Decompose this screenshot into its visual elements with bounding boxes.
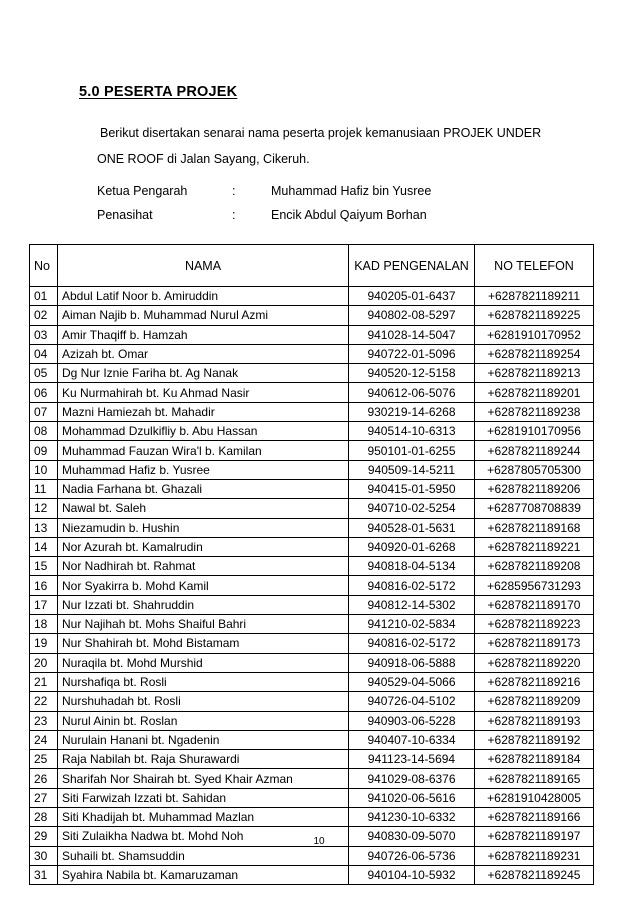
cell-no: 15 <box>30 557 58 576</box>
cell-kad: 940520-12-5158 <box>349 364 475 383</box>
table-row <box>30 730 594 749</box>
table-row <box>30 576 594 595</box>
cell-tel: +6287821189193 <box>475 711 594 730</box>
table-row <box>30 634 594 653</box>
table-row <box>30 557 594 576</box>
cell-kad: 941029-08-6376 <box>349 769 475 788</box>
cell-no: 26 <box>30 769 58 788</box>
cell-nama: Nur Izzati bt. Shahruddin <box>58 595 349 614</box>
cell-no: 10 <box>30 460 58 479</box>
intro-line-1: Berikut disertakan senarai nama peserta projek kemanusiaan PROJEK UNDER <box>100 126 542 140</box>
cell-tel: +6287805705300 <box>475 460 594 479</box>
table-row <box>30 344 594 363</box>
cell-nama: Nadia Farhana bt. Ghazali <box>58 479 349 498</box>
cell-no: 20 <box>30 653 58 672</box>
cell-tel: +6287821189197 <box>475 827 594 846</box>
cell-kad: 941123-14-5694 <box>349 750 475 769</box>
cell-nama: Nawal bt. Saleh <box>58 499 349 518</box>
cell-nama: Raja Nabilah bt. Raja Shurawardi <box>58 750 349 769</box>
cell-kad: 950101-01-6255 <box>349 441 475 460</box>
role-value: Encik Abdul Qaiyum Borhan <box>271 208 427 222</box>
cell-tel: +6287821189245 <box>475 865 594 884</box>
header-nama: NAMA <box>58 245 349 287</box>
cell-no: 23 <box>30 711 58 730</box>
cell-nama: Mohammad Dzulkifliy b. Abu Hassan <box>58 422 349 441</box>
cell-tel: +6281910170956 <box>475 422 594 441</box>
cell-tel: +6285956731293 <box>475 576 594 595</box>
cell-tel: +6281910428005 <box>475 788 594 807</box>
table-row <box>30 364 594 383</box>
cell-no: 14 <box>30 537 58 556</box>
cell-nama: Nurshuhadah bt. Rosli <box>58 692 349 711</box>
cell-nama: Niezamudin b. Hushin <box>58 518 349 537</box>
cell-nama: Siti Zulaikha Nadwa bt. Mohd Noh <box>58 827 349 846</box>
table-row <box>30 306 594 325</box>
cell-kad: 940920-01-6268 <box>349 537 475 556</box>
cell-tel: +6287821189168 <box>475 518 594 537</box>
cell-no: 09 <box>30 441 58 460</box>
cell-kad: 941230-10-6332 <box>349 808 475 827</box>
cell-nama: Suhaili bt. Shamsuddin <box>58 846 349 865</box>
cell-tel: +6287821189254 <box>475 344 594 363</box>
cell-kad: 940816-02-5172 <box>349 576 475 595</box>
intro-paragraph <box>97 120 577 172</box>
cell-no: 05 <box>30 364 58 383</box>
cell-tel: +6287821189166 <box>475 808 594 827</box>
cell-kad: 941028-14-5047 <box>349 325 475 344</box>
table-row <box>30 595 594 614</box>
cell-nama: Amir Thaqiff b. Hamzah <box>58 325 349 344</box>
cell-tel: +6287708708839 <box>475 499 594 518</box>
role-value: Muhammad Hafiz bin Yusree <box>271 184 432 198</box>
cell-tel: +6287821189221 <box>475 537 594 556</box>
cell-nama: Nuraqila bt. Mohd Murshid <box>58 653 349 672</box>
cell-kad: 940903-06-5228 <box>349 711 475 730</box>
cell-nama: Mazni Hamiezah bt. Mahadir <box>58 402 349 421</box>
table-row <box>30 499 594 518</box>
header-kad: KAD PENGENALAN <box>349 245 475 287</box>
cell-kad: 940802-08-5297 <box>349 306 475 325</box>
cell-kad: 940104-10-5932 <box>349 865 475 884</box>
cell-kad: 940612-06-5076 <box>349 383 475 402</box>
intro-line-2: ONE ROOF di Jalan Sayang, Cikeruh. <box>97 152 310 166</box>
cell-no: 11 <box>30 479 58 498</box>
cell-kad: 940818-04-5134 <box>349 557 475 576</box>
cell-no: 03 <box>30 325 58 344</box>
cell-tel: +6287821189170 <box>475 595 594 614</box>
cell-nama: Ku Nurmahirah bt. Ku Ahmad Nasir <box>58 383 349 402</box>
cell-tel: +6287821189209 <box>475 692 594 711</box>
cell-no: 28 <box>30 808 58 827</box>
cell-tel: +6287821189244 <box>475 441 594 460</box>
participants-table <box>29 244 594 885</box>
cell-no: 16 <box>30 576 58 595</box>
cell-no: 18 <box>30 615 58 634</box>
table-row <box>30 537 594 556</box>
cell-no: 22 <box>30 692 58 711</box>
table-row <box>30 325 594 344</box>
cell-tel: +6287821189201 <box>475 383 594 402</box>
table-row <box>30 615 594 634</box>
cell-kad: 940726-06-5736 <box>349 846 475 865</box>
cell-nama: Muhammad Hafiz b. Yusree <box>58 460 349 479</box>
cell-no: 01 <box>30 287 58 306</box>
table-row <box>30 518 594 537</box>
cell-no: 19 <box>30 634 58 653</box>
cell-kad: 940726-04-5102 <box>349 692 475 711</box>
cell-kad: 940830-09-5070 <box>349 827 475 846</box>
table-row <box>30 402 594 421</box>
cell-no: 07 <box>30 402 58 421</box>
cell-no: 02 <box>30 306 58 325</box>
table-row <box>30 711 594 730</box>
cell-kad: 940529-04-5066 <box>349 672 475 691</box>
cell-nama: Siti Khadijah bt. Muhammad Mazlan <box>58 808 349 827</box>
cell-no: 31 <box>30 865 58 884</box>
cell-tel: +6287821189223 <box>475 615 594 634</box>
section-heading: 5.0 PESERTA PROJEK <box>79 84 238 100</box>
cell-no: 12 <box>30 499 58 518</box>
cell-no: 04 <box>30 344 58 363</box>
cell-nama: Nurshafiqa bt. Rosli <box>58 672 349 691</box>
table-row <box>30 846 594 865</box>
table-row <box>30 769 594 788</box>
table-body <box>30 287 594 885</box>
cell-tel: +6287821189184 <box>475 750 594 769</box>
cell-kad: 940407-10-6334 <box>349 730 475 749</box>
cell-nama: Abdul Latif Noor b. Amiruddin <box>58 287 349 306</box>
cell-kad: 941210-02-5834 <box>349 615 475 634</box>
cell-nama: Muhammad Fauzan Wira'l b. Kamilan <box>58 441 349 460</box>
cell-nama: Nurul Ainin bt. Roslan <box>58 711 349 730</box>
role-colon: : <box>232 208 236 222</box>
cell-tel: +6287821189173 <box>475 634 594 653</box>
cell-nama: Sharifah Nor Shairah bt. Syed Khair Azman <box>58 769 349 788</box>
cell-tel: +6287821189238 <box>475 402 594 421</box>
cell-no: 30 <box>30 846 58 865</box>
cell-nama: Nur Najihah bt. Mohs Shaiful Bahri <box>58 615 349 634</box>
cell-nama: Syahira Nabila bt. Kamaruzaman <box>58 865 349 884</box>
table-row <box>30 750 594 769</box>
role-label: Penasihat <box>97 208 153 222</box>
cell-kad: 940918-06-5888 <box>349 653 475 672</box>
cell-nama: Nur Shahirah bt. Mohd Bistamam <box>58 634 349 653</box>
cell-no: 29 <box>30 827 58 846</box>
cell-no: 17 <box>30 595 58 614</box>
cell-nama: Azizah bt. Omar <box>58 344 349 363</box>
cell-tel: +6287821189208 <box>475 557 594 576</box>
table-row <box>30 460 594 479</box>
page-number: 10 <box>313 836 325 847</box>
cell-tel: +6287821189225 <box>475 306 594 325</box>
cell-no: 06 <box>30 383 58 402</box>
cell-kad: 940722-01-5096 <box>349 344 475 363</box>
role-colon: : <box>232 184 236 198</box>
table-row <box>30 865 594 884</box>
table-row <box>30 383 594 402</box>
table-row <box>30 422 594 441</box>
cell-tel: +6287821189213 <box>475 364 594 383</box>
cell-tel: +6287821189206 <box>475 479 594 498</box>
cell-nama: Dg Nur Iznie Fariha bt. Ag Nanak <box>58 364 349 383</box>
cell-no: 27 <box>30 788 58 807</box>
cell-kad: 940816-02-5172 <box>349 634 475 653</box>
cell-kad: 940415-01-5950 <box>349 479 475 498</box>
cell-kad: 940509-14-5211 <box>349 460 475 479</box>
cell-kad: 940710-02-5254 <box>349 499 475 518</box>
cell-tel: +6287821189216 <box>475 672 594 691</box>
cell-no: 25 <box>30 750 58 769</box>
cell-kad: 940812-14-5302 <box>349 595 475 614</box>
cell-tel: +6287821189192 <box>475 730 594 749</box>
table-row <box>30 808 594 827</box>
table-row <box>30 788 594 807</box>
cell-tel: +6281910170952 <box>475 325 594 344</box>
cell-no: 13 <box>30 518 58 537</box>
table-row <box>30 441 594 460</box>
table-row <box>30 479 594 498</box>
cell-nama: Nor Azurah bt. Kamalrudin <box>58 537 349 556</box>
table-row <box>30 692 594 711</box>
cell-nama: Siti Farwizah Izzati bt. Sahidan <box>58 788 349 807</box>
table-header-row <box>30 245 594 287</box>
cell-nama: Nor Syakirra b. Mohd Kamil <box>58 576 349 595</box>
cell-kad: 940205-01-6437 <box>349 287 475 306</box>
cell-kad: 940528-01-5631 <box>349 518 475 537</box>
cell-nama: Aiman Najib b. Muhammad Nurul Azmi <box>58 306 349 325</box>
cell-tel: +6287821189220 <box>475 653 594 672</box>
cell-no: 24 <box>30 730 58 749</box>
cell-nama: Nurulain Hanani bt. Ngadenin <box>58 730 349 749</box>
cell-no: 08 <box>30 422 58 441</box>
cell-no: 21 <box>30 672 58 691</box>
header-no: No <box>30 245 58 287</box>
cell-kad: 930219-14-6268 <box>349 402 475 421</box>
cell-kad: 941020-06-5616 <box>349 788 475 807</box>
cell-tel: +6287821189231 <box>475 846 594 865</box>
cell-tel: +6287821189211 <box>475 287 594 306</box>
table-row <box>30 287 594 306</box>
header-tel: NO TELEFON <box>475 245 594 287</box>
role-label: Ketua Pengarah <box>97 184 188 198</box>
cell-nama: Nor Nadhirah bt. Rahmat <box>58 557 349 576</box>
table-row <box>30 653 594 672</box>
cell-kad: 940514-10-6313 <box>349 422 475 441</box>
cell-tel: +6287821189165 <box>475 769 594 788</box>
table-row <box>30 672 594 691</box>
